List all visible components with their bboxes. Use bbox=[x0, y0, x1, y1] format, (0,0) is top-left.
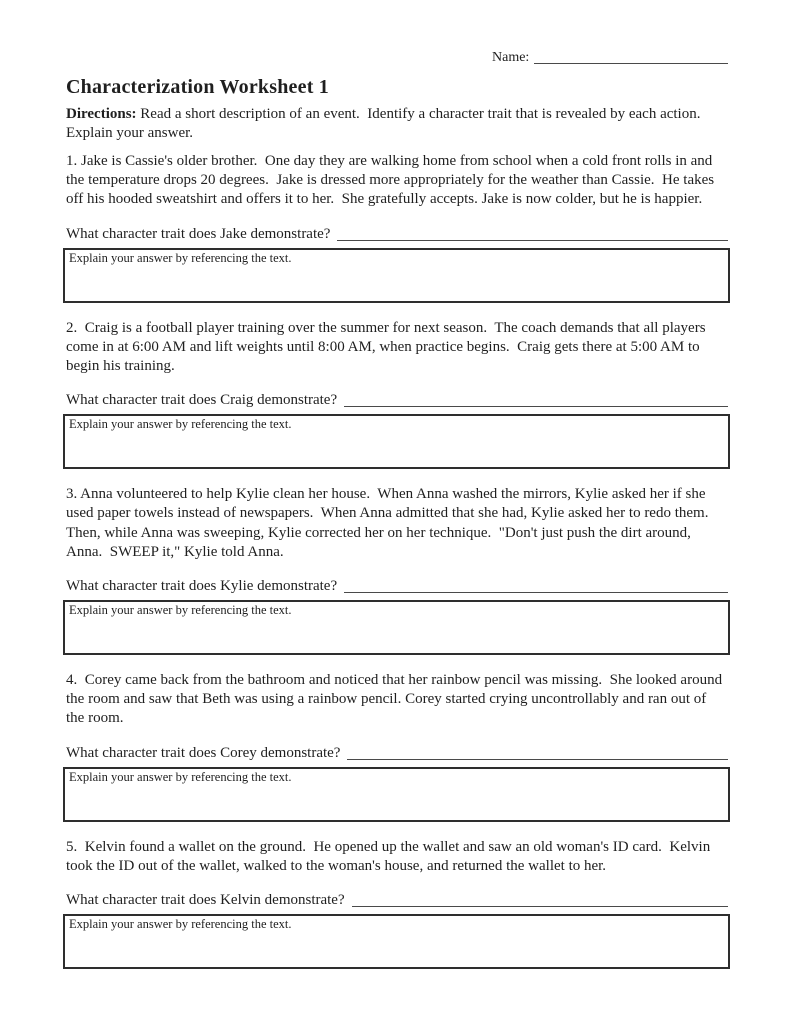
trait-question-label: What character trait does Craig demonstrate? bbox=[66, 392, 338, 409]
trait-prompt-row bbox=[66, 891, 728, 910]
trait-prompt-row bbox=[66, 391, 728, 410]
question-block-3 bbox=[66, 485, 728, 655]
trait-prompt-row bbox=[66, 577, 728, 596]
explanation-box-label: Explain your answer by referencing the text. bbox=[69, 250, 292, 265]
question-text: 4. Corey came back from the bathroom and noticed that her rainbow pencil was missing. She looked around the room and saw that Beth was using a rainbow pencil. Corey started crying uncontrollably and ran out of the room. bbox=[66, 672, 726, 727]
question-text: 2. Craig is a football player training over the summer for next season. The coach demands that all players come in at 6:00 AM and lift weights until 8:00 AM, when practice begins. Craig gets there at 5:00 AM to begin his training. bbox=[66, 319, 710, 375]
trait-answer-blank[interactable] bbox=[337, 228, 728, 241]
name-blank[interactable] bbox=[534, 51, 728, 64]
name-row bbox=[492, 48, 728, 66]
explanation-box[interactable] bbox=[63, 914, 730, 969]
question-text: 5. Kelvin found a wallet on the ground. He opened up the wallet and saw an old woman's ID card. Kelvin took the ID out of the wallet, walked to the woman's house, and returned the wallet to her. bbox=[66, 838, 714, 874]
explanation-box[interactable] bbox=[63, 248, 730, 303]
trait-question-label: What character trait does Kelvin demonstrate? bbox=[66, 892, 345, 909]
trait-question-label: What character trait does Kylie demonstrate? bbox=[66, 578, 338, 595]
explanation-box-label: Explain your answer by referencing the text. bbox=[69, 417, 292, 432]
trait-question-label: What character trait does Jake demonstrate? bbox=[66, 225, 331, 242]
explanation-box[interactable] bbox=[63, 600, 730, 655]
directions bbox=[66, 105, 728, 143]
question-text: 1. Jake is Cassie's older brother. One day they are walking home from school when a cold front rolls in and the temperature drops 20 degrees. Jake is dressed more appropriately for the weather than Cassie. He takes off his hooded sweatshirt and offers it to her. She gratefully accepts. Jake is now colder, but he is happier. bbox=[66, 153, 718, 208]
question-block-1 bbox=[66, 152, 728, 303]
question-block-2 bbox=[66, 319, 728, 470]
question-block-5 bbox=[66, 838, 728, 969]
trait-prompt-row bbox=[66, 744, 728, 763]
trait-answer-blank[interactable] bbox=[352, 894, 728, 907]
directions-label: Directions: bbox=[66, 106, 137, 122]
name-label: Name: bbox=[492, 50, 530, 65]
trait-prompt-row bbox=[66, 225, 728, 244]
question-text: 3. Anna volunteered to help Kylie clean her house. When Anna washed the mirrors, Kylie asked her if she used paper towels instead of newspapers. When Anna admitted that she had, Kylie asked her to redo them. Then, while Anna was sweeping, Kylie corrected her on her technique. "Don't just push the dirt around, Anna. SWEEP it," Kylie told Anna. bbox=[66, 486, 716, 560]
explanation-box-label: Explain your answer by referencing the text. bbox=[69, 917, 292, 932]
explanation-box[interactable] bbox=[63, 414, 730, 469]
explanation-box[interactable] bbox=[63, 767, 730, 822]
trait-answer-blank[interactable] bbox=[347, 747, 728, 760]
explanation-box-label: Explain your answer by referencing the text. bbox=[69, 769, 292, 784]
directions-text: Read a short description of an event. Identify a character trait that is revealed by each action. Explain your answer. bbox=[66, 106, 708, 141]
page-title: Characterization Worksheet 1 bbox=[66, 76, 329, 98]
explanation-box-label: Explain your answer by referencing the text. bbox=[69, 603, 292, 618]
trait-question-label: What character trait does Corey demonstrate? bbox=[66, 744, 341, 761]
question-block-4 bbox=[66, 671, 728, 822]
trait-answer-blank[interactable] bbox=[344, 580, 728, 593]
trait-answer-blank[interactable] bbox=[344, 394, 728, 407]
